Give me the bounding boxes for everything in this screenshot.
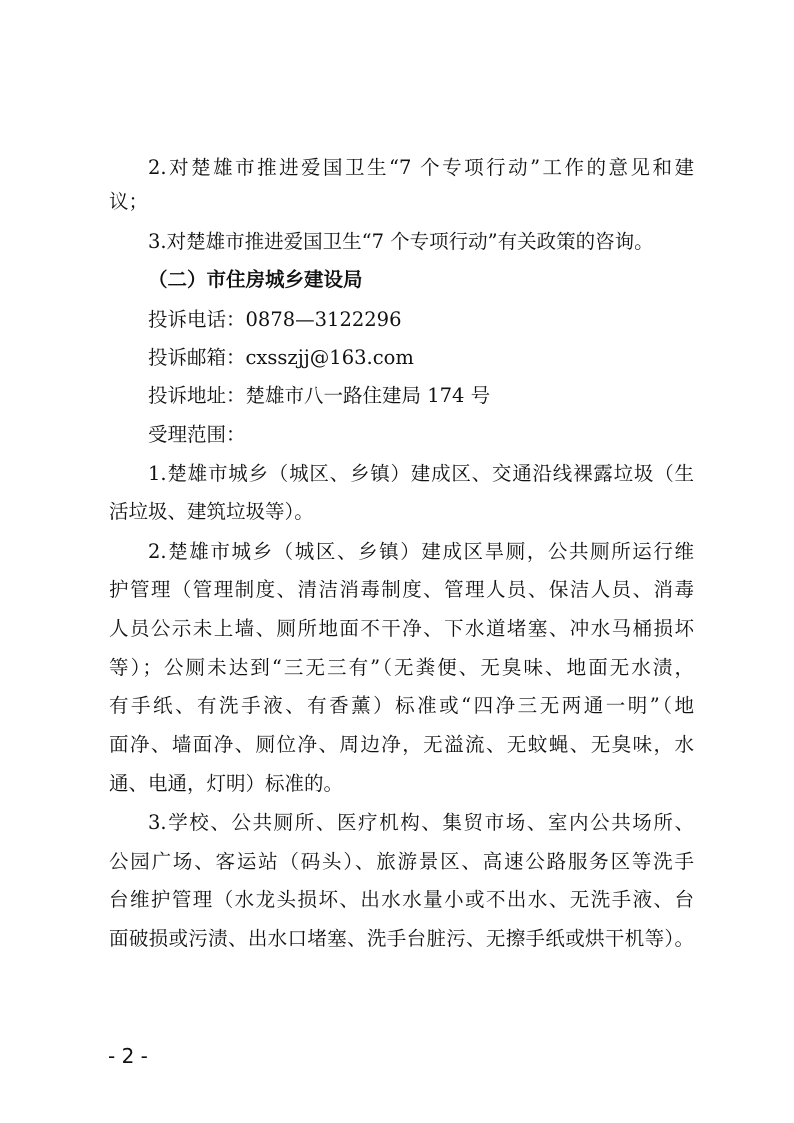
paragraph-line: 3.对楚雄市推进爱国卫生“7 个专项行动”有关政策的咨询。	[148, 230, 654, 253]
paragraph-line: 有手纸、有洗手液、有香薰）标准或“四净三无两通一明”（地	[109, 694, 694, 717]
paragraph-last-line: 面破损或污渍、出水口堵塞、洗手台脏污、无擦手纸或烘干机等）。	[109, 927, 694, 950]
paragraph-line: 等）；公厕未达到“三无三有”（无粪便、无臭味、地面无水渍，	[109, 656, 694, 679]
paragraph-first-line: 1.楚雄市城乡（城区、乡镇）建成区、交通沿线裸露垃圾（生	[148, 462, 694, 485]
paragraph-last-line: 议；	[109, 190, 149, 213]
paragraph-last-line: 活垃圾、建筑垃圾等）。	[109, 500, 314, 523]
paragraph-line: 护管理（管理制度、清洁消毒制度、管理人员、保洁人员、消毒	[109, 578, 694, 601]
scope-label: 受理范围：	[148, 423, 246, 446]
paragraph-first-line: 2.楚雄市城乡（城区、乡镇）建成区旱厕，公共厕所运行维	[148, 540, 694, 563]
paragraph-line: 台维护管理（水龙头损坏、出水水量小或不出水、无洗手液、台	[109, 888, 694, 911]
paragraph-last-line: 通、电通，灯明）标准的。	[109, 772, 344, 795]
complaint-email: 投诉邮箱：cxsszjj@163.com	[148, 346, 414, 369]
paragraph-first-line: 2.对楚雄市推进爱国卫生“7 个专项行动”工作的意见和建	[148, 156, 694, 179]
page-number: - 2 -	[108, 1044, 148, 1068]
complaint-phone: 投诉电话：0878—3122296	[148, 308, 402, 331]
complaint-address: 投诉地址：楚雄市八一路住建局 174 号	[148, 384, 491, 407]
paragraph-line: 人员公示未上墙、厕所地面不干净、下水道堵塞、冲水马桶损坏	[109, 617, 694, 640]
paragraph-first-line: 3.学校、公共厕所、医疗机构、集贸市场、室内公共场所、	[148, 811, 694, 834]
paragraph-line: 面净、墙面净、厕位净、周边净，无溢流、无蚊蝇、无臭味，水	[109, 733, 694, 756]
section-heading: （二）市住房城乡建设局	[148, 268, 363, 291]
paragraph-line: 公园广场、客运站（码头）、旅游景区、高速公路服务区等洗手	[109, 850, 694, 873]
